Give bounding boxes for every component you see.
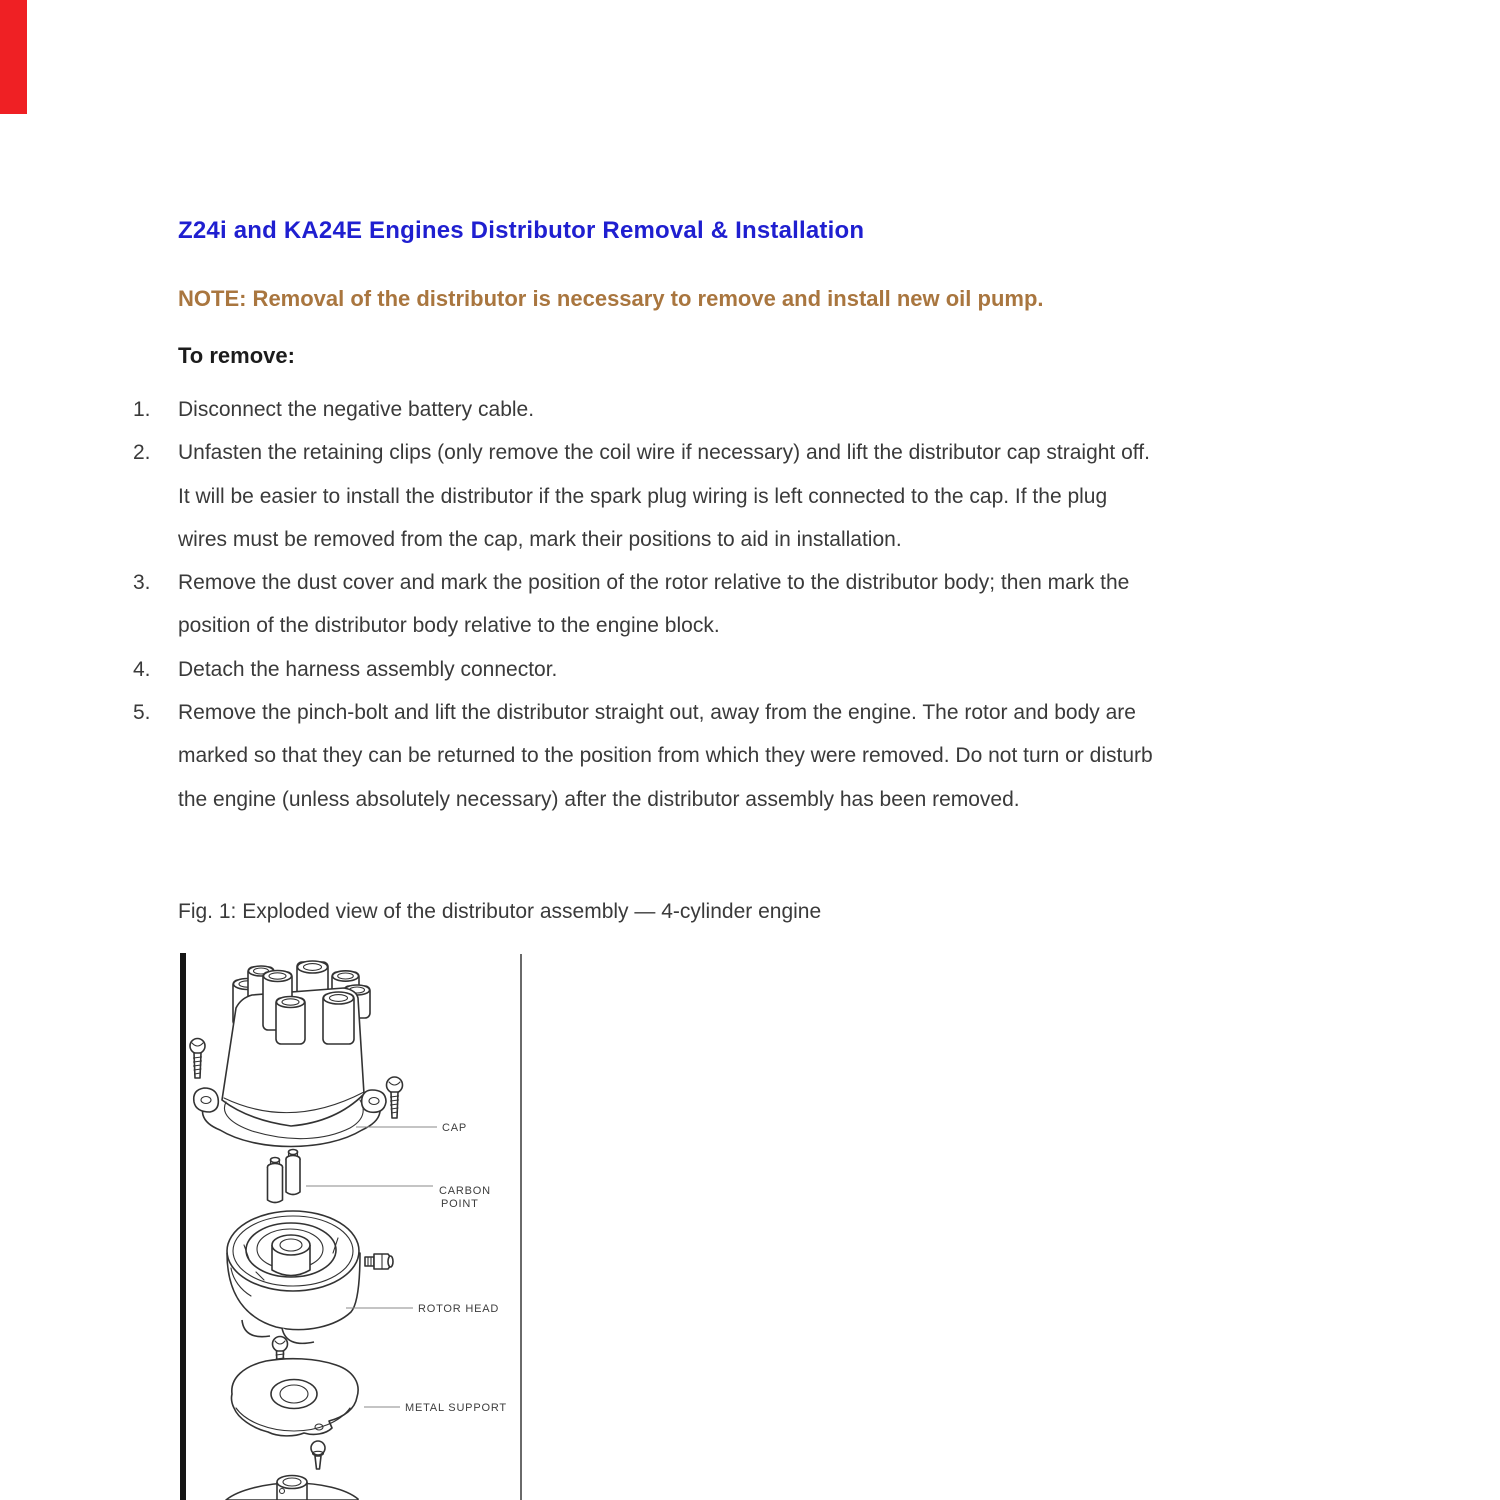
step-number: 3. xyxy=(133,571,151,595)
housing-drawing xyxy=(226,1476,358,1500)
step-item-4 xyxy=(133,648,1333,691)
step-number: 5. xyxy=(133,701,151,725)
step-number: 1. xyxy=(133,398,151,421)
step-text: Remove the dust cover and mark the position of the rotor relative to the distributor body; then mark the xyxy=(178,571,1130,595)
step-text: Remove the pinch-bolt and lift the distributor straight out, away from the engine. The rotor and body are xyxy=(178,701,1136,725)
figure-1 xyxy=(0,950,1500,1500)
step-text: Unfasten the retaining clips (only remove the coil wire if necessary) and lift the distributor cap straight off. xyxy=(178,441,1150,465)
step-number: 2. xyxy=(133,441,151,465)
step-item-3 xyxy=(133,561,1333,648)
metal-support-drawing xyxy=(231,1359,358,1436)
step-item-5 xyxy=(133,691,1333,821)
carbon-point-label-line1: CARBON xyxy=(439,1185,491,1197)
note-text: NOTE: Removal of the distributor is necessary to remove and install new oil pump. xyxy=(178,286,1044,311)
step-text: position of the distributor body relative to the engine block. xyxy=(178,614,720,638)
subheading: To remove: xyxy=(178,343,295,368)
step-text: Detach the harness assembly connector. xyxy=(178,657,558,681)
metal-support-label: METAL SUPPORT xyxy=(405,1402,507,1414)
step-text: wires must be removed from the cap, mark their positions to aid in installation. xyxy=(178,527,902,551)
rotor-head-label: ROTOR HEAD xyxy=(418,1303,500,1315)
step-text: marked so that they can be returned to the position from which they were removed. Do not turn or disturb xyxy=(178,744,1153,768)
figure-caption: Fig. 1: Exploded view of the distributor assembly — 4-cylinder engine xyxy=(178,900,822,923)
carbon-point-drawing xyxy=(268,1150,301,1203)
step-item-1 xyxy=(133,388,1333,431)
step-number: 4. xyxy=(133,657,151,681)
step-text: Disconnect the negative battery cable. xyxy=(178,398,535,421)
rotor-screw xyxy=(365,1254,393,1269)
steps-list xyxy=(133,388,1333,821)
cap-screw-right xyxy=(387,1077,403,1118)
cap-label: CAP xyxy=(442,1122,468,1134)
carbon-point-label-line2: POINT xyxy=(441,1198,479,1210)
step-item-2 xyxy=(133,431,1333,561)
step-text: the engine (unless absolutely necessary) after the distributor assembly has been removed. xyxy=(178,787,1020,811)
cap-screw-left xyxy=(190,1039,205,1079)
figure-right-border xyxy=(520,954,522,1500)
page-title: Z24i and KA24E Engines Distributor Removal & Installation xyxy=(178,217,865,244)
bookmark-ribbon xyxy=(0,0,27,114)
step-text: It will be easier to install the distributor if the spark plug wiring is left connected to the cap. If the plug xyxy=(178,484,1108,508)
support-screw-bottom xyxy=(311,1441,325,1469)
distributor-cap-drawing xyxy=(194,961,386,1147)
rotor-head-drawing xyxy=(227,1211,360,1343)
distributor-exploded-diagram xyxy=(186,950,520,1500)
